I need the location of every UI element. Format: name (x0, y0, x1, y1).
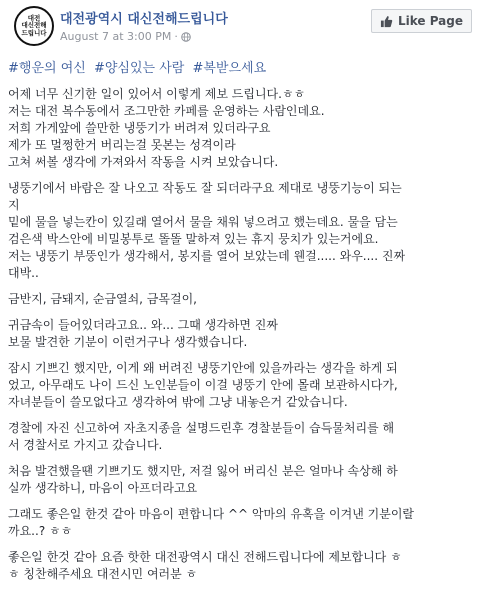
post-paragraph (8, 360, 478, 411)
post-text-line: 검은색 박스안에 비밀봉투로 똘똘 말하져 있는 휴지 뭉치가 있는거에요. (8, 232, 379, 246)
post-body (8, 86, 478, 592)
like-page-label: Like Page (397, 14, 463, 28)
like-page-button[interactable] (371, 9, 472, 33)
post-timestamp[interactable]: August 7 at 3:00 PM (60, 30, 172, 43)
post-text-line: 보물 발견한 기분이 이런거구나 생각했습니다. (8, 335, 248, 349)
post-paragraph (8, 549, 478, 583)
post-paragraph (8, 506, 478, 540)
hashtag-link[interactable]: #복받으세요 (192, 61, 267, 76)
post-text-line: 지 (8, 198, 20, 212)
post-paragraph (8, 86, 478, 171)
hashtag-row (8, 57, 270, 76)
post-text-line: 금반지, 금돼지, 순금열쇠, 금목걸이, (8, 292, 197, 306)
hashtag-link[interactable]: #행운의 여신 (8, 61, 86, 76)
hashtag-link[interactable]: #양심있는 사람 (93, 61, 185, 76)
post-paragraph (8, 463, 478, 497)
post-text-line: ㅎ 칭찬해주세요 대전시민 여러분 ㅎ (8, 567, 198, 581)
post-text-line: 고쳐 써볼 생각에 가져와서 작동을 시켜 보았습니다. (8, 155, 279, 169)
post-text-line: 자녀분들이 쓸모없다고 생각하여 밖에 그냥 내놓은거 같았습니다. (8, 395, 348, 409)
post-paragraph (8, 180, 478, 282)
post-text-line: 처음 발견했을땐 기쁘기도 했지만, 저걸 잃어 버리신 분은 얼마나 속상해 하 (8, 464, 398, 478)
post-header (8, 0, 479, 52)
post-text-line: 실까 생각하니, 마음이 아프더라고요 (8, 481, 198, 495)
post-text-line: 밑에 물을 넣는칸이 있길래 열어서 물을 채워 넣으려고 했는데요. 물을 담는 (8, 215, 398, 229)
post-text-line: 경찰에 자진 신고하여 자초지종을 설명드린후 경찰분들이 습득물처리를 해 (8, 421, 395, 435)
post-text-line: 대박.. (8, 266, 39, 280)
post-text-line: 귀금속이 들어있더라고요.. 와... 그때 생각하면 진짜 (8, 318, 278, 332)
post-text-line: 그래도 좋은일 한것 같아 마음이 편합니다 ^^ 악마의 유혹을 이겨낸 기분이랄 (8, 507, 415, 521)
post-paragraph (8, 420, 478, 454)
post-text-line: 잠시 기쁘긴 했지만, 이게 왜 버려진 냉뚱기안에 있을까라는 생각을 하게 되 (8, 361, 398, 375)
post-meta (60, 30, 191, 43)
globe-icon[interactable] (181, 32, 191, 42)
page-name-link[interactable]: 대전광역시 대신전해드립니다 (60, 12, 228, 27)
post-text-line: 어제 너무 신기한 일이 있어서 이렇게 제보 드립니다.ㅎㅎ (8, 87, 306, 101)
thumbs-up-icon (380, 15, 393, 28)
post-paragraph (8, 317, 478, 351)
post-text-line: 저는 냉뚱기 부뚱인가 생각해서, 봉지를 열어 보았는데 웬걸..... 와우.... 진짜 (8, 249, 406, 263)
post-text-line: 서 경찰서로 가지고 갔습니다. (8, 438, 163, 452)
avatar-text-line: 드립니다 (21, 28, 47, 37)
post-text-line: 까요..? ㅎㅎ (8, 524, 73, 538)
avatar-text-line: 대신전해 (21, 21, 47, 30)
post-text-line: 었고, 아무래도 나이 드신 노인분들이 이걸 냉뚱기 안에 몰래 보관하시다가, (8, 378, 398, 392)
avatar-text-line: 대전 (27, 13, 41, 22)
post-text-line: 냉뚱기에서 바람은 잘 나오고 작동도 잘 되더라구요 제대로 냉뚱기능이 되는 (8, 181, 402, 195)
post-paragraph (8, 291, 478, 308)
meta-separator: · (174, 30, 178, 43)
post-text-line: 저는 대전 복수동에서 조그만한 카페를 운영하는 사람인데요. (8, 104, 325, 118)
post-text-line: 좋은일 한것 같아 요즘 핫한 대전광역시 대신 전해드립니다에 제보합니다 ㅎ (8, 550, 402, 564)
post-text-line: 제가 또 멀쩡한거 버리는걸 못본는 성격이라 (8, 138, 236, 152)
post-text-line: 저희 가게앞에 쓸만한 냉뚱기가 버려져 있더라구요 (8, 121, 271, 135)
page-avatar[interactable] (14, 6, 54, 46)
